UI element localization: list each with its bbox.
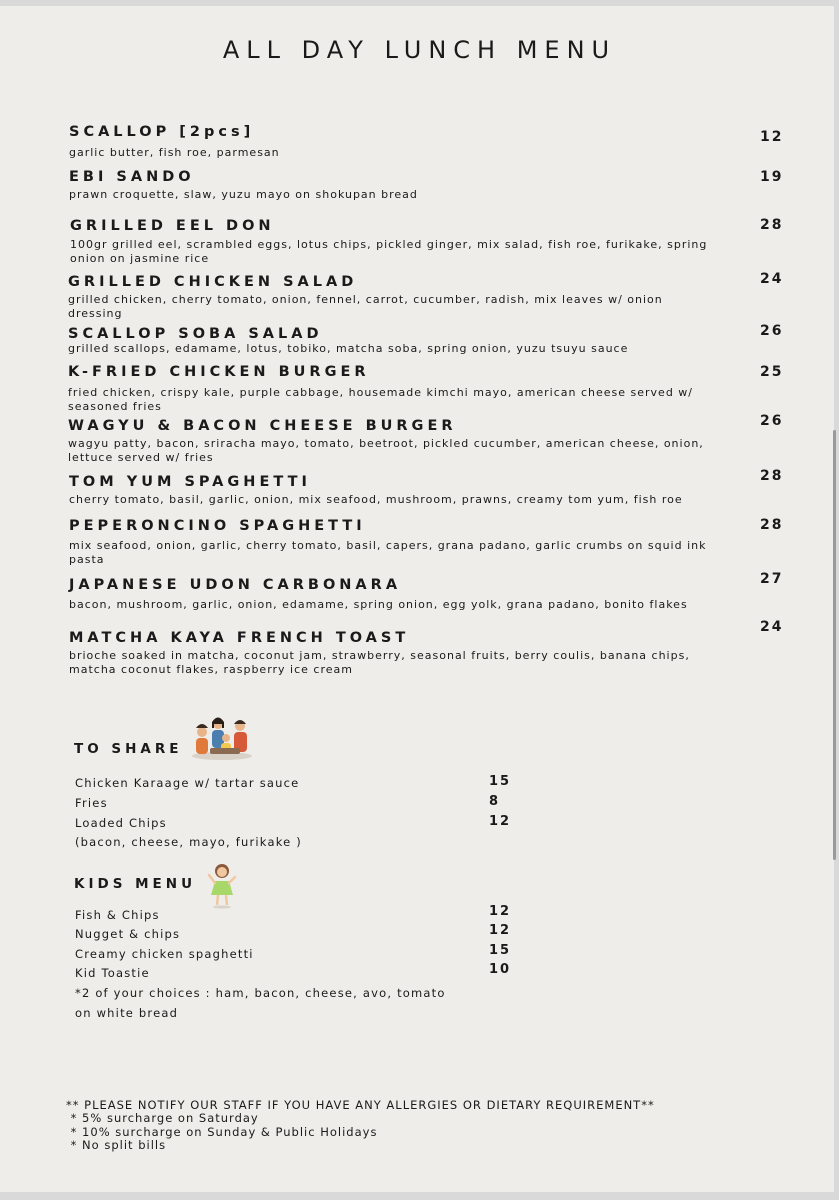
menu-item-name: SCALLOP [2pcs] xyxy=(69,124,255,140)
menu-item-description: prawn croquette, slaw, yuzu mayo on shokupan bread xyxy=(69,188,418,201)
share-item-price: 8 xyxy=(489,794,501,809)
menu-item-description: garlic butter, fish roe, parmesan xyxy=(69,146,280,159)
share-item-name: Fries xyxy=(75,796,108,810)
menu-item-price: 28 xyxy=(760,217,784,233)
kids-item-price: 12 xyxy=(489,904,512,919)
menu-item-name: SCALLOP SOBA SALAD xyxy=(68,326,323,342)
kids-item-name: Fish & Chips xyxy=(75,908,160,922)
menu-item-description: bacon, mushroom, garlic, onion, edamame, spring onion, egg yolk, grana padano, bonito flakes xyxy=(69,598,688,611)
menu-item-description: brioche soaked in matcha, coconut jam, strawberry, seasonal fruits, berry coulis, banana chips, matcha coconut flakes, raspberry ice cream xyxy=(69,649,690,676)
girl-illustration-icon xyxy=(206,861,238,909)
menu-item-name: GRILLED CHICKEN SALAD xyxy=(68,274,358,290)
menu-item-name: MATCHA KAYA FRENCH TOAST xyxy=(69,630,410,646)
menu-item-price: 24 xyxy=(760,619,784,635)
kids-item-name: Kid Toastie xyxy=(75,966,150,980)
menu-item-name: TOM YUM SPAGHETTI xyxy=(69,474,311,490)
menu-item-description: fried chicken, crispy kale, purple cabbage, housemade kimchi mayo, american cheese served w/ seasoned fries xyxy=(68,386,693,413)
note-line: ** PLEASE NOTIFY OUR STAFF IF YOU HAVE ANY ALLERGIES OR DIETARY REQUIREMENT** xyxy=(66,1098,655,1112)
menu-item-description: grilled chicken, cherry tomato, onion, fennel, carrot, cucumber, radish, mix leaves w/ onion dressing xyxy=(68,293,663,320)
share-item-price: 12 xyxy=(489,814,512,829)
note-line: * 10% surcharge on Sunday & Public Holidays xyxy=(66,1125,378,1139)
share-item-name: Loaded Chips xyxy=(75,816,167,830)
note-line: * 5% surcharge on Saturday xyxy=(66,1111,259,1125)
menu-title: ALL DAY LUNCH MENU xyxy=(222,36,617,64)
menu-item-price: 26 xyxy=(760,323,784,339)
menu-item-name: WAGYU & BACON CHEESE BURGER xyxy=(68,418,457,434)
kids-item-name: *2 of your choices : ham, bacon, cheese, avo, tomato xyxy=(75,986,446,1000)
menu-item-name: K-FRIED CHICKEN BURGER xyxy=(68,364,370,380)
menu-item-description: cherry tomato, basil, garlic, onion, mix seafood, mushroom, prawns, creamy tom yum, fish roe xyxy=(69,493,683,506)
share-item-name: (bacon, cheese, mayo, furikake ) xyxy=(75,835,302,849)
kids-item-name: on white bread xyxy=(75,1006,179,1020)
menu-item-description: mix seafood, onion, garlic, cherry tomato, basil, capers, grana padano, garlic crumbs on squid ink pasta xyxy=(69,539,707,566)
kids-item-price: 15 xyxy=(489,943,512,958)
family-group-illustration-icon xyxy=(190,712,254,760)
menu-item-name: PEPERONCINO SPAGHETTI xyxy=(69,518,366,534)
menu-item-price: 28 xyxy=(760,517,784,533)
kids-item-price: 10 xyxy=(489,962,512,977)
kids-item-name: Creamy chicken spaghetti xyxy=(75,947,254,961)
menu-item-name: JAPANESE UDON CARBONARA xyxy=(69,577,402,593)
kids-item-price: 12 xyxy=(489,923,512,938)
menu-item-price: 19 xyxy=(760,169,784,185)
share-item-name: Chicken Karaage w/ tartar sauce xyxy=(75,776,300,790)
menu-item-price: 27 xyxy=(760,571,784,587)
to-share-title: TO SHARE xyxy=(74,741,183,757)
menu-item-price: 24 xyxy=(760,271,784,287)
kids-menu-title: KIDS MENU xyxy=(74,876,197,892)
menu-item-description: grilled scallops, edamame, lotus, tobiko, matcha soba, spring onion, yuzu tsuyu sauce xyxy=(68,342,629,355)
kids-item-name: Nugget & chips xyxy=(75,927,181,941)
menu-item-description: wagyu patty, bacon, sriracha mayo, tomato, beetroot, pickled cucumber, american cheese, onion, lettuce served w/ fries xyxy=(68,437,704,464)
menu-item-description: 100gr grilled eel, scrambled eggs, lotus chips, pickled ginger, mix salad, fish roe, furikake, spring onion on jasmine rice xyxy=(70,238,708,265)
note-line: * No split bills xyxy=(66,1138,167,1152)
menu-item-price: 28 xyxy=(760,468,784,484)
menu-page xyxy=(0,6,834,1192)
menu-item-name: GRILLED EEL DON xyxy=(70,218,275,234)
share-item-price: 15 xyxy=(489,774,512,789)
menu-item-price: 25 xyxy=(760,364,784,380)
menu-item-price: 12 xyxy=(760,129,784,145)
menu-item-price: 26 xyxy=(760,413,784,429)
scrollbar[interactable] xyxy=(833,430,836,860)
menu-item-name: EBI SANDO xyxy=(69,169,195,185)
